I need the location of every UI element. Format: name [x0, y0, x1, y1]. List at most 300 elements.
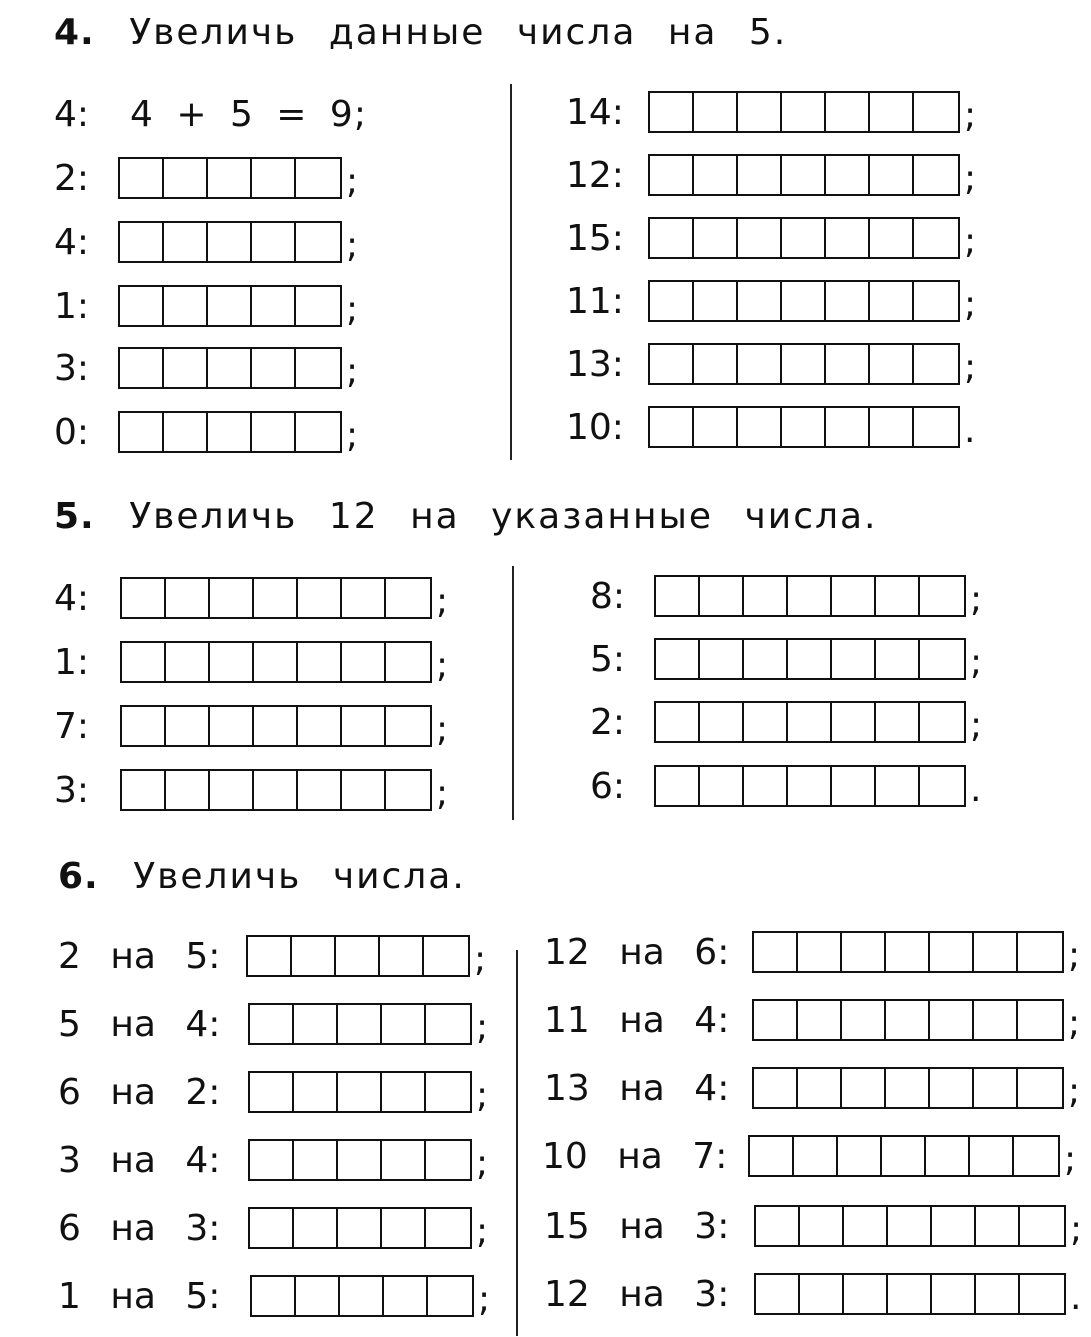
- answer-cell[interactable]: [164, 349, 208, 387]
- column-divider: [516, 950, 518, 1336]
- answer-cell[interactable]: [252, 287, 296, 325]
- answer-cell[interactable]: [250, 1005, 294, 1043]
- answer-cell[interactable]: [338, 1073, 382, 1111]
- answer-cell[interactable]: [338, 1005, 382, 1043]
- answer-boxes[interactable]: [120, 577, 432, 619]
- answer-boxes[interactable]: [648, 154, 960, 196]
- answer-boxes[interactable]: [648, 406, 960, 448]
- answer-cell[interactable]: [342, 579, 386, 617]
- answer-cell[interactable]: [870, 219, 914, 257]
- answer-cell[interactable]: [930, 1069, 974, 1107]
- row-label: 1:: [54, 641, 90, 683]
- answer-cell[interactable]: [798, 1001, 842, 1039]
- row-label: 15 на 3:: [544, 1205, 730, 1247]
- answer-cell[interactable]: [826, 345, 870, 383]
- answer-row: [544, 1064, 1080, 1112]
- answer-cell[interactable]: [788, 703, 832, 741]
- row-punct: ;: [476, 1143, 489, 1184]
- answer-cell[interactable]: [974, 1069, 1018, 1107]
- answer-cell[interactable]: [738, 219, 782, 257]
- answer-cell[interactable]: [694, 93, 738, 131]
- answer-cell[interactable]: [1020, 1207, 1064, 1245]
- answer-cell[interactable]: [870, 156, 914, 194]
- row-punct: .: [970, 769, 982, 810]
- answer-cell[interactable]: [694, 345, 738, 383]
- answer-cell[interactable]: [914, 408, 958, 446]
- answer-boxes[interactable]: [754, 1205, 1066, 1247]
- answer-cell[interactable]: [210, 771, 254, 809]
- answer-row: [58, 1272, 490, 1320]
- task4-title: Увеличь данные числа на 5.: [129, 12, 788, 53]
- task6-heading: [58, 856, 466, 897]
- answer-cell[interactable]: [826, 93, 870, 131]
- row-punct: ;: [1068, 935, 1081, 976]
- answer-cell[interactable]: [342, 643, 386, 681]
- answer-cell[interactable]: [738, 93, 782, 131]
- answer-boxes[interactable]: [246, 935, 470, 977]
- answer-cell[interactable]: [700, 767, 744, 805]
- row-punct: ;: [970, 642, 983, 683]
- answer-cell[interactable]: [336, 937, 380, 975]
- answer-cell[interactable]: [842, 933, 886, 971]
- answer-cell[interactable]: [826, 156, 870, 194]
- row-punct: ;: [964, 95, 977, 136]
- row-label: 3:: [54, 769, 90, 811]
- answer-cell[interactable]: [252, 1277, 296, 1315]
- answer-cell[interactable]: [294, 1005, 338, 1043]
- answer-cell[interactable]: [166, 579, 210, 617]
- answer-row: [54, 702, 448, 750]
- answer-cell[interactable]: [294, 1209, 338, 1247]
- answer-cell[interactable]: [164, 159, 208, 197]
- answer-cell[interactable]: [296, 159, 340, 197]
- answer-cell[interactable]: [756, 1207, 800, 1245]
- row-punct: ;: [346, 161, 359, 202]
- answer-boxes[interactable]: [648, 280, 960, 322]
- answer-cell[interactable]: [254, 579, 298, 617]
- answer-boxes[interactable]: [752, 1067, 1064, 1109]
- answer-cell[interactable]: [794, 1137, 838, 1175]
- answer-cell[interactable]: [650, 93, 694, 131]
- answer-boxes[interactable]: [118, 347, 342, 389]
- answer-boxes[interactable]: [654, 701, 966, 743]
- answer-cell[interactable]: [254, 707, 298, 745]
- row-punct: ;: [478, 1279, 491, 1320]
- answer-boxes[interactable]: [248, 1207, 472, 1249]
- task4-number: 4.: [54, 12, 95, 53]
- answer-boxes[interactable]: [248, 1071, 472, 1113]
- answer-cell[interactable]: [338, 1209, 382, 1247]
- answer-cell[interactable]: [298, 643, 342, 681]
- answer-cell[interactable]: [250, 1073, 294, 1111]
- example-label: 4:: [54, 93, 90, 135]
- answer-cell[interactable]: [832, 703, 876, 741]
- answer-cell[interactable]: [1018, 1069, 1062, 1107]
- answer-cell[interactable]: [382, 1141, 426, 1179]
- answer-cell[interactable]: [252, 413, 296, 451]
- row-label: 4:: [54, 577, 90, 619]
- answer-cell[interactable]: [342, 771, 386, 809]
- answer-cell[interactable]: [930, 1001, 974, 1039]
- answer-cell[interactable]: [164, 223, 208, 261]
- answer-boxes[interactable]: [648, 91, 960, 133]
- answer-cell[interactable]: [122, 579, 166, 617]
- answer-cell[interactable]: [296, 413, 340, 451]
- answer-cell[interactable]: [826, 408, 870, 446]
- answer-row: [566, 403, 975, 451]
- row-label: 3 на 4:: [58, 1139, 221, 1181]
- answer-row: [590, 698, 982, 746]
- answer-row: [590, 635, 982, 683]
- answer-cell[interactable]: [296, 287, 340, 325]
- row-label: 11:: [566, 280, 624, 322]
- answer-cell[interactable]: [876, 640, 920, 678]
- row-label: 2:: [54, 157, 90, 199]
- answer-cell[interactable]: [208, 159, 252, 197]
- answer-cell[interactable]: [914, 282, 958, 320]
- answer-cell[interactable]: [888, 1275, 932, 1313]
- answer-cell[interactable]: [164, 413, 208, 451]
- answer-cell[interactable]: [920, 577, 964, 615]
- answer-cell[interactable]: [694, 408, 738, 446]
- answer-cell[interactable]: [656, 703, 700, 741]
- answer-cell[interactable]: [844, 1207, 888, 1245]
- answer-cell[interactable]: [870, 93, 914, 131]
- answer-cell[interactable]: [252, 223, 296, 261]
- row-label: 12:: [566, 154, 624, 196]
- answer-cell[interactable]: [876, 577, 920, 615]
- answer-row: [58, 1000, 488, 1048]
- row-punct: ;: [476, 1075, 489, 1116]
- answer-cell[interactable]: [294, 1141, 338, 1179]
- answer-cell[interactable]: [426, 1141, 470, 1179]
- answer-cell[interactable]: [386, 771, 430, 809]
- task5-title: Увеличь 12 на указанные числа.: [129, 496, 878, 537]
- answer-cell[interactable]: [694, 219, 738, 257]
- answer-cell[interactable]: [166, 643, 210, 681]
- task5-heading: [54, 496, 878, 537]
- answer-cell[interactable]: [382, 1005, 426, 1043]
- answer-cell[interactable]: [976, 1207, 1020, 1245]
- row-punct: ;: [346, 351, 359, 392]
- answer-cell[interactable]: [870, 345, 914, 383]
- answer-cell[interactable]: [844, 1275, 888, 1313]
- answer-cell[interactable]: [250, 1209, 294, 1247]
- row-punct: ;: [346, 289, 359, 330]
- row-punct: ;: [436, 645, 449, 686]
- answer-cell[interactable]: [296, 349, 340, 387]
- answer-cell[interactable]: [650, 282, 694, 320]
- answer-cell[interactable]: [208, 413, 252, 451]
- answer-cell[interactable]: [164, 287, 208, 325]
- answer-cell[interactable]: [650, 156, 694, 194]
- answer-cell[interactable]: [166, 771, 210, 809]
- column-divider: [512, 566, 514, 820]
- answer-boxes[interactable]: [654, 765, 966, 807]
- answer-cell[interactable]: [208, 223, 252, 261]
- answer-cell[interactable]: [832, 640, 876, 678]
- answer-cell[interactable]: [756, 1275, 800, 1313]
- row-label: 5:: [590, 638, 626, 680]
- answer-cell[interactable]: [120, 349, 164, 387]
- answer-cell[interactable]: [798, 933, 842, 971]
- answer-cell[interactable]: [782, 408, 826, 446]
- row-label: 13:: [566, 343, 624, 385]
- answer-cell[interactable]: [700, 640, 744, 678]
- answer-cell[interactable]: [296, 1277, 340, 1315]
- answer-cell[interactable]: [292, 937, 336, 975]
- answer-cell[interactable]: [914, 219, 958, 257]
- answer-cell[interactable]: [694, 156, 738, 194]
- answer-cell[interactable]: [826, 219, 870, 257]
- answer-cell[interactable]: [800, 1207, 844, 1245]
- answer-cell[interactable]: [876, 767, 920, 805]
- row-punct: ;: [964, 221, 977, 262]
- row-punct: .: [964, 410, 976, 451]
- answer-cell[interactable]: [386, 643, 430, 681]
- answer-cell[interactable]: [386, 707, 430, 745]
- answer-boxes[interactable]: [752, 931, 1064, 973]
- answer-cell[interactable]: [384, 1277, 428, 1315]
- answer-cell[interactable]: [838, 1137, 882, 1175]
- answer-cell[interactable]: [932, 1207, 976, 1245]
- answer-cell[interactable]: [382, 1209, 426, 1247]
- answer-cell[interactable]: [340, 1277, 384, 1315]
- answer-cell[interactable]: [122, 643, 166, 681]
- answer-cell[interactable]: [788, 767, 832, 805]
- answer-cell[interactable]: [1018, 1001, 1062, 1039]
- answer-cell[interactable]: [970, 1137, 1014, 1175]
- answer-cell[interactable]: [974, 933, 1018, 971]
- row-label: 15:: [566, 217, 624, 259]
- answer-boxes[interactable]: [118, 411, 342, 453]
- answer-cell[interactable]: [920, 640, 964, 678]
- answer-cell[interactable]: [782, 93, 826, 131]
- answer-row: [54, 218, 358, 266]
- answer-cell[interactable]: [1018, 933, 1062, 971]
- answer-cell[interactable]: [788, 577, 832, 615]
- answer-cell[interactable]: [782, 219, 826, 257]
- answer-boxes[interactable]: [654, 575, 966, 617]
- task6-number: 6.: [58, 856, 99, 897]
- answer-cell[interactable]: [650, 408, 694, 446]
- answer-cell[interactable]: [166, 707, 210, 745]
- answer-cell[interactable]: [210, 707, 254, 745]
- answer-cell[interactable]: [826, 282, 870, 320]
- answer-cell[interactable]: [738, 408, 782, 446]
- answer-cell[interactable]: [254, 643, 298, 681]
- answer-cell[interactable]: [120, 223, 164, 261]
- answer-cell[interactable]: [122, 771, 166, 809]
- answer-cell[interactable]: [250, 1141, 294, 1179]
- row-label: 5 на 4:: [58, 1003, 221, 1045]
- answer-cell[interactable]: [832, 767, 876, 805]
- answer-cell[interactable]: [914, 345, 958, 383]
- answer-cell[interactable]: [744, 640, 788, 678]
- answer-cell[interactable]: [1014, 1137, 1058, 1175]
- answer-cell[interactable]: [210, 579, 254, 617]
- answer-cell[interactable]: [656, 767, 700, 805]
- answer-cell[interactable]: [700, 703, 744, 741]
- answer-cell[interactable]: [338, 1141, 382, 1179]
- answer-row: [54, 574, 448, 622]
- answer-row: [58, 1068, 488, 1116]
- row-label: 6:: [590, 765, 626, 807]
- answer-cell[interactable]: [298, 579, 342, 617]
- answer-cell[interactable]: [426, 1209, 470, 1247]
- row-punct: ;: [436, 709, 449, 750]
- answer-cell[interactable]: [920, 767, 964, 805]
- answer-cell[interactable]: [428, 1277, 472, 1315]
- row-label: 11 на 4:: [544, 999, 730, 1041]
- answer-cell[interactable]: [248, 937, 292, 975]
- answer-row: [566, 151, 976, 199]
- answer-cell[interactable]: [888, 1207, 932, 1245]
- answer-cell[interactable]: [876, 703, 920, 741]
- answer-cell[interactable]: [1020, 1275, 1064, 1313]
- answer-row: [54, 408, 358, 456]
- answer-cell[interactable]: [800, 1275, 844, 1313]
- answer-cell[interactable]: [296, 223, 340, 261]
- answer-cell[interactable]: [976, 1275, 1020, 1313]
- answer-cell[interactable]: [886, 933, 930, 971]
- answer-cell[interactable]: [744, 577, 788, 615]
- answer-cell[interactable]: [210, 643, 254, 681]
- answer-cell[interactable]: [886, 1069, 930, 1107]
- row-label: 10 на 7:: [542, 1135, 728, 1177]
- answer-cell[interactable]: [842, 1069, 886, 1107]
- answer-cell[interactable]: [842, 1001, 886, 1039]
- row-label: 13 на 4:: [544, 1067, 730, 1109]
- answer-cell[interactable]: [738, 282, 782, 320]
- answer-boxes[interactable]: [120, 705, 432, 747]
- row-label: 0:: [54, 411, 90, 453]
- answer-cell[interactable]: [754, 1001, 798, 1039]
- answer-cell[interactable]: [914, 156, 958, 194]
- answer-row: [590, 572, 982, 620]
- answer-boxes[interactable]: [248, 1003, 472, 1045]
- answer-cell[interactable]: [650, 219, 694, 257]
- row-punct: ;: [964, 158, 977, 199]
- answer-cell[interactable]: [426, 1005, 470, 1043]
- answer-cell[interactable]: [380, 937, 424, 975]
- row-punct: ;: [1064, 1139, 1077, 1180]
- answer-cell[interactable]: [208, 287, 252, 325]
- answer-row: [544, 1270, 1081, 1318]
- answer-row: [58, 1204, 488, 1252]
- answer-cell[interactable]: [744, 703, 788, 741]
- answer-cell[interactable]: [914, 93, 958, 131]
- answer-cell[interactable]: [650, 345, 694, 383]
- answer-cell[interactable]: [120, 159, 164, 197]
- answer-boxes[interactable]: [754, 1273, 1066, 1315]
- answer-cell[interactable]: [694, 282, 738, 320]
- row-punct: ;: [964, 284, 977, 325]
- answer-boxes[interactable]: [752, 999, 1064, 1041]
- answer-cell[interactable]: [782, 282, 826, 320]
- answer-row: [566, 277, 976, 325]
- answer-cell[interactable]: [122, 707, 166, 745]
- row-punct: ;: [970, 579, 983, 620]
- row-punct: ;: [346, 415, 359, 456]
- answer-cell[interactable]: [882, 1137, 926, 1175]
- answer-boxes[interactable]: [648, 217, 960, 259]
- answer-cell[interactable]: [788, 640, 832, 678]
- answer-cell[interactable]: [738, 156, 782, 194]
- answer-boxes[interactable]: [248, 1139, 472, 1181]
- answer-boxes[interactable]: [120, 641, 432, 683]
- column-divider: [510, 84, 512, 460]
- task4-heading: [54, 12, 787, 53]
- answer-boxes[interactable]: [250, 1275, 474, 1317]
- answer-cell[interactable]: [754, 933, 798, 971]
- row-label: 1 на 5:: [58, 1275, 221, 1317]
- answer-cell[interactable]: [386, 579, 430, 617]
- answer-cell[interactable]: [298, 707, 342, 745]
- answer-row: [566, 340, 976, 388]
- answer-cell[interactable]: [120, 413, 164, 451]
- answer-cell[interactable]: [926, 1137, 970, 1175]
- row-punct: ;: [964, 347, 977, 388]
- answer-cell[interactable]: [656, 640, 700, 678]
- answer-boxes[interactable]: [654, 638, 966, 680]
- answer-cell[interactable]: [744, 767, 788, 805]
- answer-cell[interactable]: [120, 287, 164, 325]
- row-label: 6 на 3:: [58, 1207, 221, 1249]
- answer-boxes[interactable]: [748, 1135, 1060, 1177]
- answer-cell[interactable]: [700, 577, 744, 615]
- answer-cell[interactable]: [252, 349, 296, 387]
- answer-cell[interactable]: [930, 933, 974, 971]
- answer-cell[interactable]: [342, 707, 386, 745]
- answer-cell[interactable]: [754, 1069, 798, 1107]
- answer-cell[interactable]: [932, 1275, 976, 1313]
- answer-boxes[interactable]: [118, 285, 342, 327]
- answer-cell[interactable]: [424, 937, 468, 975]
- answer-row: [590, 762, 981, 810]
- answer-cell[interactable]: [738, 345, 782, 383]
- answer-boxes[interactable]: [120, 769, 432, 811]
- answer-cell[interactable]: [252, 159, 296, 197]
- answer-boxes[interactable]: [118, 157, 342, 199]
- answer-cell[interactable]: [782, 156, 826, 194]
- answer-boxes[interactable]: [118, 221, 342, 263]
- answer-cell[interactable]: [886, 1001, 930, 1039]
- answer-cell[interactable]: [656, 577, 700, 615]
- answer-cell[interactable]: [426, 1073, 470, 1111]
- answer-cell[interactable]: [298, 771, 342, 809]
- answer-cell[interactable]: [798, 1069, 842, 1107]
- answer-row: [58, 1136, 488, 1184]
- answer-cell[interactable]: [382, 1073, 426, 1111]
- answer-cell[interactable]: [294, 1073, 338, 1111]
- row-punct: ;: [476, 1007, 489, 1048]
- answer-cell[interactable]: [208, 349, 252, 387]
- row-punct: ;: [1068, 1071, 1081, 1112]
- answer-cell[interactable]: [870, 408, 914, 446]
- answer-cell[interactable]: [254, 771, 298, 809]
- task5-number: 5.: [54, 496, 95, 537]
- answer-cell[interactable]: [750, 1137, 794, 1175]
- example-expression: 4 + 5 = 9;: [130, 93, 367, 135]
- answer-cell[interactable]: [974, 1001, 1018, 1039]
- answer-boxes[interactable]: [648, 343, 960, 385]
- answer-cell[interactable]: [870, 282, 914, 320]
- answer-cell[interactable]: [782, 345, 826, 383]
- answer-cell[interactable]: [920, 703, 964, 741]
- answer-cell[interactable]: [832, 577, 876, 615]
- row-label: 14:: [566, 91, 624, 133]
